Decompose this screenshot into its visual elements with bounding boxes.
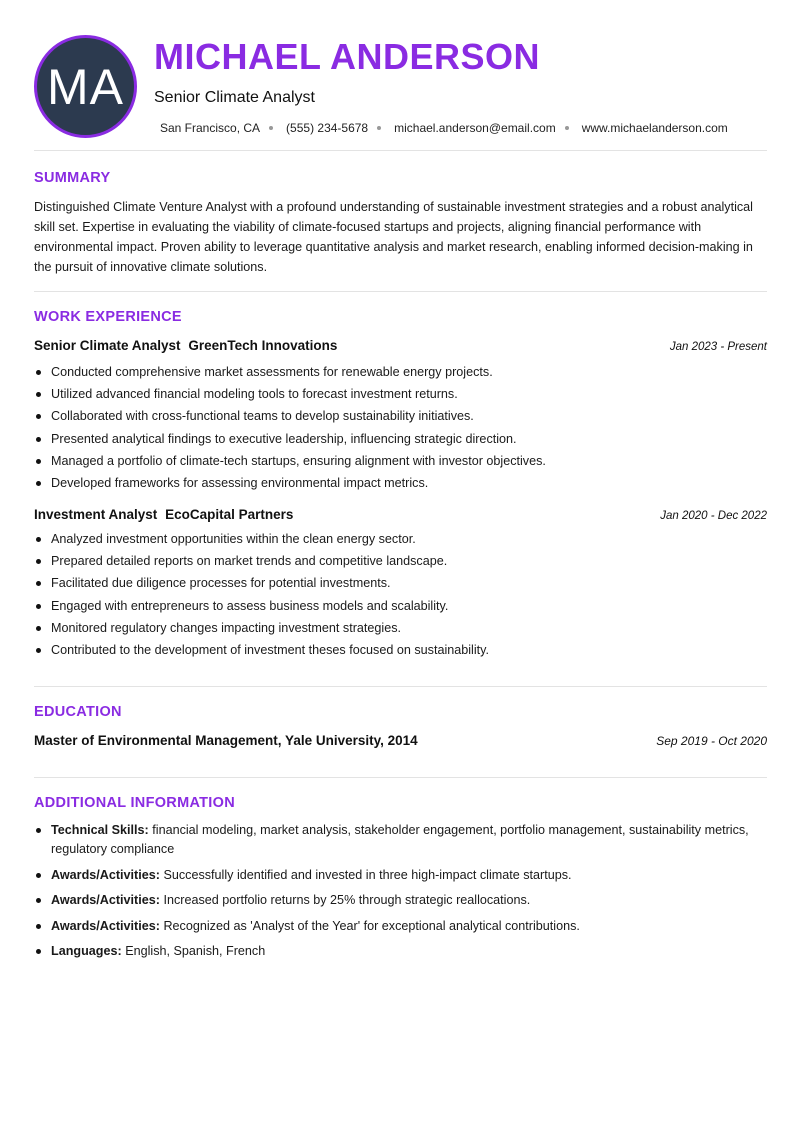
summary-heading: SUMMARY bbox=[34, 170, 111, 186]
list-item: Presented analytical findings to executive leadership, influencing strategic direction. bbox=[34, 431, 769, 447]
job-position: Senior Climate Analyst bbox=[34, 338, 181, 353]
candidate-role: Senior Climate Analyst bbox=[154, 89, 315, 106]
education-degree: Master of Environmental Management, Yale University, 2014 bbox=[34, 733, 418, 748]
separator-dot bbox=[565, 126, 569, 130]
contact-location: San Francisco, CA bbox=[160, 121, 261, 135]
list-item: Engaged with entrepreneurs to assess business models and scalability. bbox=[34, 598, 769, 614]
candidate-name: MICHAEL ANDERSON bbox=[154, 36, 541, 77]
education-entry bbox=[34, 733, 767, 748]
education-dates: Sep 2019 - Oct 2020 bbox=[656, 734, 767, 748]
list-item: Facilitated due diligence processes for potential investments. bbox=[34, 575, 769, 591]
divider bbox=[34, 686, 767, 687]
contact-phone[interactable]: (555) 234-5678 bbox=[286, 121, 369, 135]
additional-info-heading: ADDITIONAL INFORMATION bbox=[34, 795, 235, 811]
job-company: EcoCapital Partners bbox=[165, 507, 294, 522]
list-item bbox=[34, 917, 769, 936]
list-item bbox=[34, 942, 769, 961]
item-text: English, Spanish, French bbox=[125, 944, 266, 958]
contact-website[interactable]: www.michaelanderson.com bbox=[581, 121, 728, 135]
list-item: Developed frameworks for assessing environmental impact metrics. bbox=[34, 475, 769, 491]
list-item: Prepared detailed reports on market trends and competitive landscape. bbox=[34, 553, 769, 569]
list-item bbox=[34, 891, 769, 910]
item-label: Languages: bbox=[51, 944, 122, 958]
item-label: Technical Skills: bbox=[51, 823, 149, 837]
list-item: Contributed to the development of investment theses focused on sustainability. bbox=[34, 642, 769, 658]
job-dates: Jan 2020 - Dec 2022 bbox=[660, 510, 767, 522]
item-text: Recognized as 'Analyst of the Year' for exceptional analytical contributions. bbox=[163, 918, 580, 933]
item-label: Awards/Activities: bbox=[51, 918, 160, 933]
list-item bbox=[34, 821, 769, 859]
list-item: Analyzed investment opportunities within the clean energy sector. bbox=[34, 531, 769, 547]
list-item: Conducted comprehensive market assessments for renewable energy projects. bbox=[34, 364, 769, 380]
item-text: financial modeling, market analysis, stakeholder engagement, portfolio management, sustainability metrics, regulatory compliance bbox=[51, 823, 749, 856]
summary-text: Distinguished Climate Venture Analyst with a profound understanding of sustainable investment strategies and a robust analytical skill set. Expertise in evaluating the viability of climate-focused startups and projects, aligning financial performance with environmental impact. Proven ability to leverage quantitative analysis and market research, enabling informed decision-making in the pursuit of innovative climate solutions. bbox=[34, 200, 753, 274]
item-label: Awards/Activities: bbox=[51, 893, 160, 907]
work-experience-heading: WORK EXPERIENCE bbox=[34, 309, 182, 325]
item-label: Awards/Activities: bbox=[51, 867, 160, 882]
list-item: Monitored regulatory changes impacting investment strategies. bbox=[34, 620, 769, 636]
divider bbox=[34, 777, 767, 778]
contact-bar bbox=[160, 121, 728, 135]
job-title bbox=[34, 338, 337, 353]
list-item: Utilized advanced financial modeling tools to forecast investment returns. bbox=[34, 386, 769, 402]
job-dates: Jan 2023 - Present bbox=[669, 341, 767, 353]
avatar-initials: MA bbox=[47, 58, 124, 115]
list-item bbox=[34, 866, 769, 885]
separator-dot bbox=[377, 126, 381, 130]
job-bullets bbox=[34, 531, 769, 664]
divider bbox=[34, 150, 767, 151]
additional-info-list bbox=[34, 821, 769, 968]
avatar bbox=[34, 35, 137, 138]
job-position: Investment Analyst bbox=[34, 507, 158, 522]
contact-email[interactable]: michael.anderson@email.com bbox=[394, 121, 556, 135]
job-header bbox=[34, 338, 767, 353]
education-heading: EDUCATION bbox=[34, 704, 122, 720]
job-title bbox=[34, 507, 293, 522]
job-company: GreenTech Innovations bbox=[188, 338, 338, 353]
list-item: Managed a portfolio of climate-tech startups, ensuring alignment with investor objectives. bbox=[34, 453, 769, 469]
item-text: Increased portfolio returns by 25% through strategic reallocations. bbox=[163, 893, 531, 907]
item-text: Successfully identified and invested in three high-impact climate startups. bbox=[163, 867, 572, 882]
job-header bbox=[34, 507, 767, 522]
separator-dot bbox=[269, 126, 273, 130]
divider bbox=[34, 291, 767, 292]
list-item: Collaborated with cross-functional teams to develop sustainability initiatives. bbox=[34, 408, 769, 424]
job-bullets bbox=[34, 364, 769, 497]
